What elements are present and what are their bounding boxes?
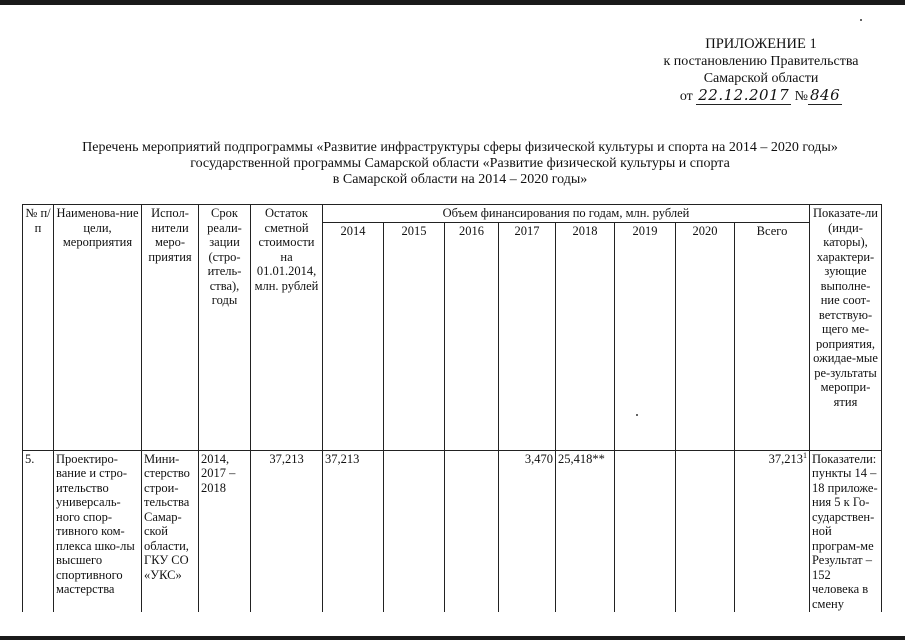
appendix-date-number-row (641, 87, 881, 105)
header-year-2018: 2018 (556, 222, 615, 450)
header-year-2017: 2017 (499, 222, 556, 450)
title-line-2: государственной программы Самарской области «Развитие физической культуры и спорта (190, 156, 730, 171)
appendix-title: ПРИЛОЖЕНИЕ 1 (705, 36, 817, 52)
cell-2015 (384, 450, 445, 612)
header-year-2016: 2016 (445, 222, 499, 450)
title-line-3: в Самарской области на 2014 – 2020 годы» (332, 172, 588, 187)
cell-num: 5. (23, 450, 54, 612)
header-year-2014: 2014 (323, 222, 384, 450)
header-term: Срок реали-зации (стро-итель-ства), годы (199, 205, 251, 451)
cell-2019 (615, 450, 676, 612)
top-scan-border (0, 0, 905, 5)
header-row-1 (23, 205, 882, 223)
cell-balance: 37,213 (251, 450, 323, 612)
from-prefix: от (679, 89, 693, 104)
appendix-line-region: Самарской области (703, 71, 819, 86)
header-num: № п/п (23, 205, 54, 451)
handwritten-number: 846 (810, 86, 841, 104)
header-year-2019: 2019 (615, 222, 676, 450)
cell-2018: 25,418** (556, 450, 615, 612)
document-title (30, 140, 890, 188)
cell-term: 2014, 2017 – 2018 (199, 450, 251, 612)
header-executor: Испол-нители меро-приятия (142, 205, 199, 451)
measures-table (22, 204, 882, 612)
header-funding-group: Объем финансирования по годам, млн. рублей (323, 205, 810, 223)
cell-total-value: 37,213 (768, 451, 803, 466)
scan-speck (860, 19, 862, 21)
appendix-line-resolution: к постановлению Правительства (663, 54, 859, 69)
header-balance: Остаток сметной стоимости на 01.01.2014, млн. рублей (251, 205, 323, 451)
header-indicators: Показате-ли (инди-каторы), характери-зующие выполне-ние соот-ветствую-щего ме-роприятия, ожидае-мые ре-зультаты меропри-ятия (810, 205, 882, 451)
table-row (23, 450, 882, 612)
handwritten-date: 22.12.2017 (698, 86, 790, 104)
cell-total (735, 450, 810, 612)
title-line-1: Перечень мероприятий подпрограммы «Развитие инфраструктуры сферы физической культуры и спорта на 2014 – 2020 годы» (82, 140, 838, 155)
appendix-block (641, 36, 881, 105)
number-prefix: № (794, 89, 809, 104)
header-total: Всего (735, 222, 810, 450)
cell-2017: 3,470 (499, 450, 556, 612)
cell-executor: Мини-стерство строи-тельства Самар-ской области, ГКУ СО «УКС» (142, 450, 199, 612)
cell-name: Проектиро-вание и стро-ительство универсаль-ного спор-тивного ком-плекса шко-лы высшего спортивного мастерства (54, 450, 142, 612)
header-name: Наименова-ние цели, мероприятия (54, 205, 142, 451)
footnote-mark: 1 (803, 450, 807, 460)
cell-indicators: Показатели: пункты 14 – 18 приложе-ния 5 к Го-сударствен-ной програм-ме Результат – 152 человека в смену (810, 450, 882, 612)
header-year-2015: 2015 (384, 222, 445, 450)
header-year-2020: 2020 (676, 222, 735, 450)
cell-2020 (676, 450, 735, 612)
cell-2014: 37,213 (323, 450, 384, 612)
cell-2016 (445, 450, 499, 612)
bottom-scan-border (0, 636, 905, 640)
